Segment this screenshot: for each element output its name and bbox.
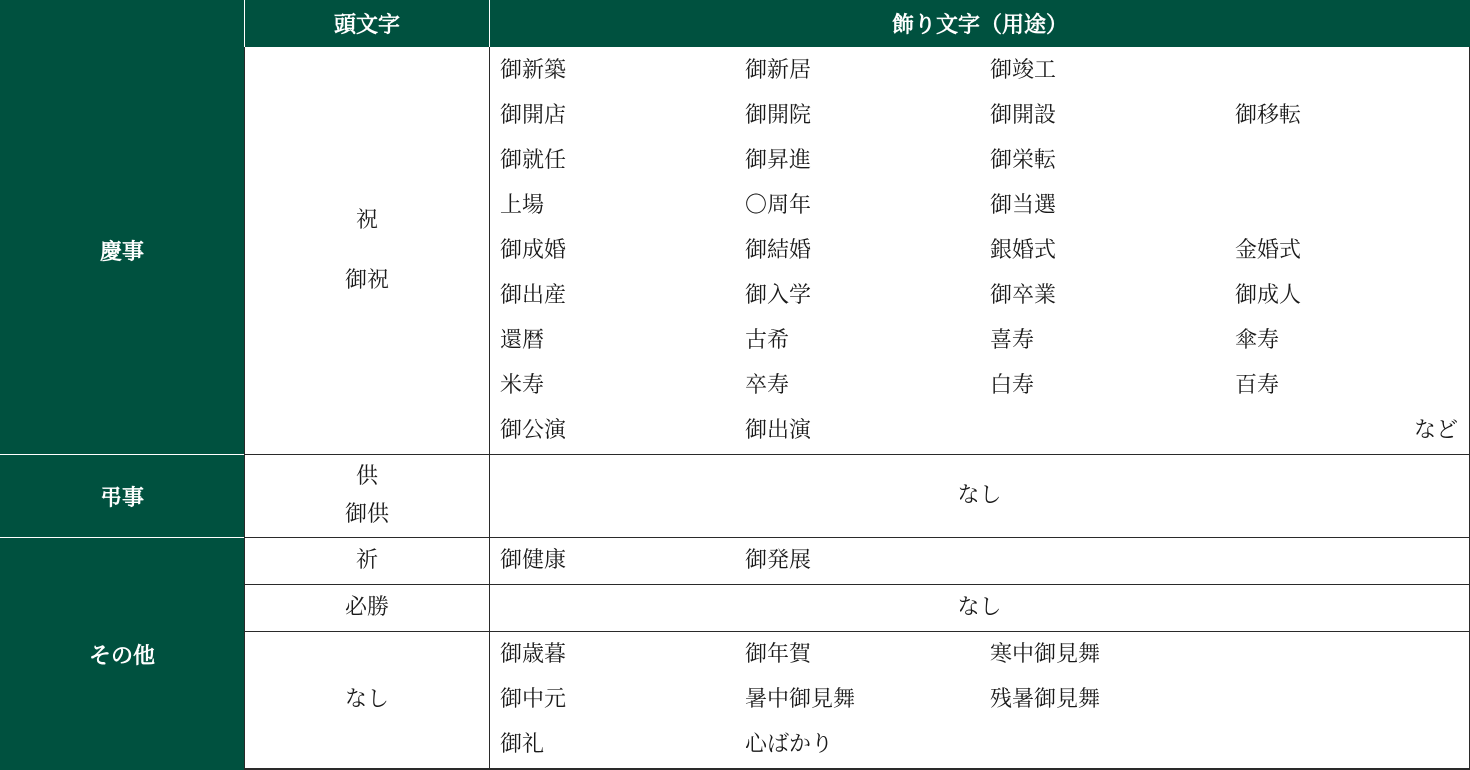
keiji-item: 御卒業	[990, 283, 1057, 308]
sonota-item: 御発展	[745, 548, 812, 573]
keiji-item: 御結婚	[745, 238, 812, 263]
sonota-item: 御中元	[500, 687, 567, 712]
keiji-item: 御新居	[745, 58, 812, 83]
category-chouji	[0, 455, 244, 537]
keiji-item: 御公演	[500, 418, 567, 443]
header-decoration-cell	[490, 0, 1470, 47]
keiji-item: 御開店	[500, 103, 567, 128]
keiji-item: 御入学	[745, 283, 812, 308]
header-decoration-label: 飾り文字（用途）	[891, 13, 1068, 38]
sonota-nashi-initial-cell	[245, 632, 489, 768]
sonota-item: 御健康	[500, 548, 567, 573]
keiji-item: 御竣工	[990, 58, 1057, 83]
keiji-item: 百寿	[1235, 373, 1280, 398]
sonota-hissho-initial-cell	[245, 585, 489, 631]
chouji-items-cell	[490, 455, 1469, 537]
keiji-item: 御就任	[500, 148, 567, 173]
chouji-initial: 供	[355, 464, 378, 489]
grid-vline	[489, 47, 490, 770]
keiji-item: 銀婚式	[990, 238, 1057, 263]
keiji-item: 古希	[745, 328, 790, 353]
category-chouji-label: 弔事	[99, 485, 144, 511]
keiji-item: 御開設	[990, 103, 1057, 128]
header-blank-cell	[0, 0, 244, 47]
sonota-item: 暑中御見舞	[745, 687, 856, 712]
keiji-item: 御当選	[990, 193, 1057, 218]
sonota-item: 御年賀	[745, 642, 812, 667]
keiji-item: 御成人	[1235, 283, 1302, 308]
keiji-initials-cell	[245, 47, 489, 454]
header-divider	[244, 0, 245, 47]
keiji-item: 御栄転	[990, 148, 1057, 173]
keiji-item: 米寿	[500, 373, 545, 398]
keiji-initial: 祝	[355, 207, 378, 233]
sonota-item: 心ばかり	[745, 732, 834, 757]
header-initial-label: 頭文字	[333, 13, 400, 38]
category-divider	[0, 454, 244, 455]
keiji-item: 〇周年	[745, 193, 812, 218]
sonota-none: なし	[957, 595, 1002, 620]
keiji-item: 上場	[500, 193, 545, 218]
chouji-initials-cell	[245, 455, 489, 537]
keiji-item: 御出産	[500, 283, 567, 308]
keiji-item: 傘寿	[1235, 328, 1280, 353]
sonota-item: 残暑御見舞	[990, 687, 1101, 712]
keiji-initial: 御祝	[344, 267, 389, 293]
keiji-item: 金婚式	[1235, 238, 1302, 263]
header-divider	[489, 0, 490, 47]
keiji-item: 御出演	[745, 418, 812, 443]
keiji-item: 御新築	[500, 58, 567, 83]
category-sonota-label: その他	[88, 643, 155, 669]
sonota-hissho-items-cell	[490, 585, 1469, 631]
keiji-item: 卒寿	[745, 373, 790, 398]
sonota-item: 御歳暮	[500, 642, 567, 667]
keiji-item: 御開院	[745, 103, 812, 128]
chouji-initial: 御供	[344, 502, 389, 527]
header-initial-cell	[245, 0, 489, 47]
category-divider	[0, 537, 244, 538]
keiji-item: 御昇進	[745, 148, 812, 173]
category-keiji	[0, 47, 244, 454]
sonota-initial: 祈	[355, 548, 378, 573]
category-sonota	[0, 538, 244, 770]
keiji-item: 喜寿	[990, 328, 1035, 353]
keiji-item: 御成婚	[500, 238, 567, 263]
sonota-initial: なし	[344, 687, 389, 712]
chouji-none: なし	[957, 483, 1002, 508]
category-keiji-label: 慶事	[99, 240, 144, 265]
sonota-item: 寒中御見舞	[990, 642, 1101, 667]
keiji-item: 白寿	[990, 373, 1035, 398]
keiji-item: 還暦	[500, 328, 545, 353]
sonota-inori-initial-cell	[245, 538, 489, 584]
keiji-suffix: など	[1413, 418, 1458, 443]
keiji-item: 御移転	[1235, 103, 1302, 128]
sonota-item: 御礼	[500, 732, 545, 757]
sonota-initial: 必勝	[344, 595, 389, 620]
